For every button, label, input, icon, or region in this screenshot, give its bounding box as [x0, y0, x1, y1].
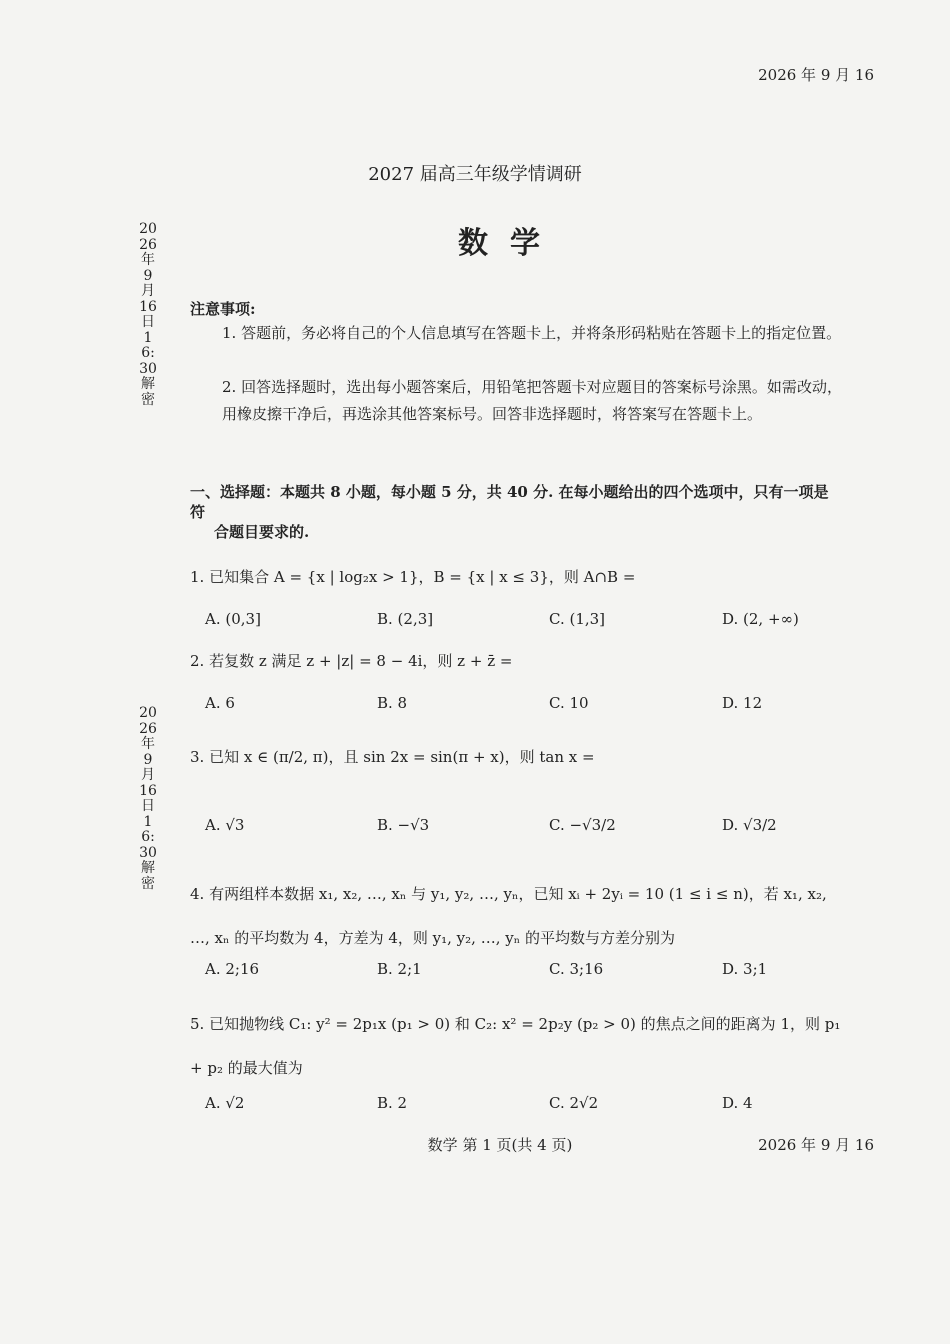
side-mark-bottom: 2026年9月16日16:30解密 [139, 705, 157, 892]
question-1 [190, 566, 842, 588]
exam-title: 2027 届高三年级学情调研 [368, 164, 582, 185]
note-item-2: 2. 回答选择题时，选出每小题答案后，用铅笔把答题卡对应题目的答案标号涂黑。如需改动，用橡皮擦干净后，再选涂其他答案标号。回答非选择题时，将答案写在答题卡上。 [222, 378, 842, 423]
question-2-options [205, 692, 845, 722]
footer-date: 2026 年 9 月 16 [758, 1136, 874, 1154]
section-heading-line1: 一、选择题：本题共 8 小题，每小题 5 分，共 40 分. 在每小题给出的四个选项中，只有一项是符 [190, 483, 829, 521]
option-b: B. 2;1 [377, 960, 422, 978]
option-d: D. √3/2 [722, 816, 777, 834]
notes-heading: 注意事项: [190, 300, 256, 318]
option-c: C. 3;16 [549, 960, 604, 978]
section-heading-line2: 合题目要求的. [214, 523, 310, 541]
question-number: 5. [190, 1015, 205, 1033]
option-c: C. −√3/2 [549, 816, 616, 834]
question-text: 有两组样本数据 x₁, x₂, …, xₙ 与 y₁, y₂, …, yₙ，已知 xᵢ + 2yᵢ = 10 (1 ≤ i ≤ n)，若 x₁, x₂, …, xₙ 的平均数为 4，方差为 4，则 y₁, y₂, …, yₙ 的平均数与方差分别为 [190, 885, 827, 947]
question-5 [190, 1002, 842, 1090]
question-2 [190, 650, 842, 672]
question-1-options [205, 608, 845, 638]
option-d: D. (2, +∞) [722, 610, 799, 628]
question-number: 4. [190, 885, 205, 903]
side-mark-top: 2026年9月16日16:30解密 [139, 221, 157, 408]
option-c: C. (1,3] [549, 610, 606, 628]
question-number: 2. [190, 652, 205, 670]
option-d: D. 4 [722, 1094, 753, 1112]
question-3 [190, 746, 842, 768]
question-5-options [205, 1092, 845, 1122]
header-date: 2026 年 9 月 16 [758, 66, 874, 84]
note-item-1: 1. 答题前，务必将自己的个人信息填写在答题卡上，并将条形码粘贴在答题卡上的指定位置。 [222, 324, 842, 342]
question-4-options [205, 958, 845, 988]
question-text: 已知集合 A = {x | log₂x > 1}，B = {x | x ≤ 3}，则 A∩B = [209, 568, 636, 586]
page-footer: 数学 第 1 页(共 4 页) [427, 1136, 573, 1154]
question-text: 若复数 z 满足 z + |z| = 8 − 4i，则 z + z̄ = [209, 652, 513, 670]
subject-title: 数学 [458, 226, 562, 261]
option-c: C. 2√2 [549, 1094, 599, 1112]
question-number: 1. [190, 568, 205, 586]
question-text: 已知 x ∈ (π/2, π)，且 sin 2x = sin(π + x)，则 tan x = [209, 748, 595, 766]
option-d: D. 3;1 [722, 960, 768, 978]
option-c: C. 10 [549, 694, 589, 712]
question-4 [190, 872, 842, 960]
option-d: D. 12 [722, 694, 763, 712]
option-b: B. (2,3] [377, 610, 434, 628]
option-a: A. √3 [205, 816, 245, 834]
option-b: B. 8 [377, 694, 408, 712]
question-3-options [205, 814, 845, 844]
option-b: B. 2 [377, 1094, 408, 1112]
question-number: 3. [190, 748, 205, 766]
option-a: A. (0,3] [205, 610, 261, 628]
option-b: B. −√3 [377, 816, 430, 834]
option-a: A. √2 [205, 1094, 245, 1112]
option-a: A. 6 [205, 694, 235, 712]
option-a: A. 2;16 [205, 960, 260, 978]
question-text: 已知抛物线 C₁: y² = 2p₁x (p₁ > 0) 和 C₂: x² = 2p₂y (p₂ > 0) 的焦点之间的距离为 1，则 p₁ + p₂ 的最大值为 [190, 1015, 841, 1077]
